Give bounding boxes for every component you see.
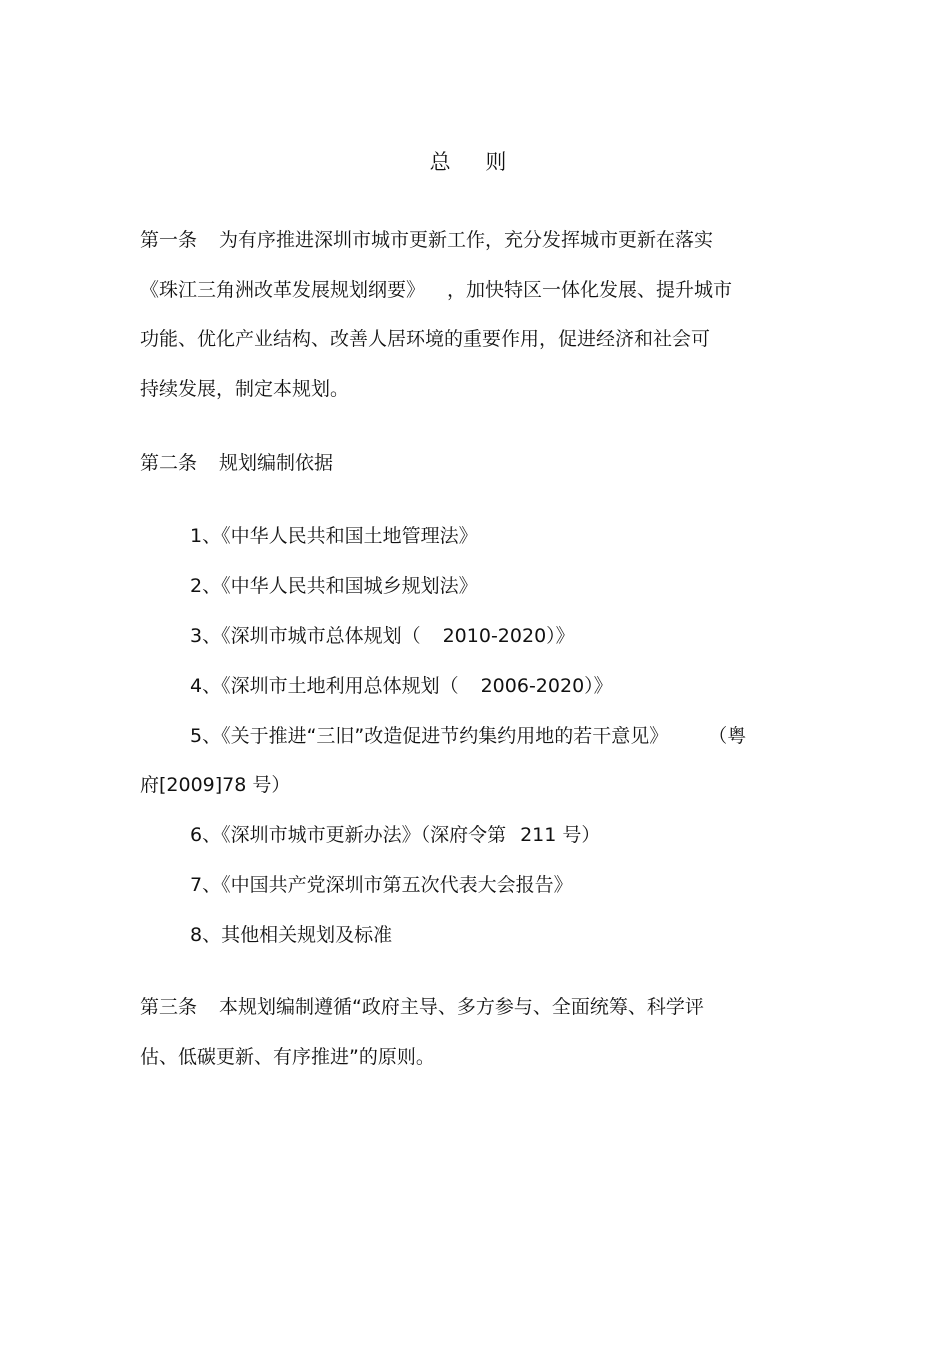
article-3-line-2: 估、低碳更新、有序推进”的原则。 <box>140 1046 435 1068</box>
article-2-line-1 <box>140 451 333 475</box>
list-item-text: 5、《关于推进“三旧”改造促进节约集约用地的若干意见》 <box>190 725 669 747</box>
article-1-line-4: 持续发展，制定本规划。 <box>140 378 350 400</box>
list-item: 1、《中华人民共和国土地管理法》 <box>190 525 478 547</box>
list-item-text: （粤 <box>708 725 747 747</box>
list-item <box>190 724 746 748</box>
list-item-text: 6、《深圳市城市更新办法》（深府令第 <box>190 824 507 846</box>
list-item <box>190 823 600 847</box>
article-1-label: 第一条 <box>140 229 198 251</box>
article-3-text-1: 本规划编制遵循“政府主导、多方参与、全面统筹、科学评 <box>219 996 704 1018</box>
page-title: 总 则 <box>429 150 521 174</box>
list-item-text: 211 号） <box>520 824 601 846</box>
list-item-text: 4、《深圳市土地利用总体规划（ <box>190 675 459 697</box>
article-3-label: 第三条 <box>140 996 198 1018</box>
list-item-text: 2010-2020）》 <box>442 625 575 647</box>
list-item: 7、《中国共产党深圳市第五次代表大会报告》 <box>190 874 573 896</box>
list-item <box>190 674 613 698</box>
list-item-text: 3、《深圳市城市总体规划（ <box>190 625 421 647</box>
article-1-line-1 <box>140 228 713 252</box>
list-item <box>190 624 575 648</box>
article-1-text-2b: ，加快特区一体化发展、提升城市 <box>447 279 733 301</box>
list-item-continuation: 府[2009]78 号） <box>140 774 291 796</box>
article-1-text-1: 为有序推进深圳市城市更新工作，充分发挥城市更新在落实 <box>219 229 714 251</box>
article-1-text-2a: 《珠江三角洲改革发展规划纲要》 <box>140 279 426 301</box>
article-2-label: 第二条 <box>140 452 198 474</box>
list-item-text: 2006-2020）》 <box>480 675 613 697</box>
list-item: 8、其他相关规划及标准 <box>190 924 393 946</box>
article-2-heading: 规划编制依据 <box>219 452 334 474</box>
article-1-line-3: 功能、优化产业结构、改善人居环境的重要作用，促进经济和社会可 <box>140 328 711 350</box>
article-1-line-2 <box>140 278 732 302</box>
article-3-line-1 <box>140 995 704 1019</box>
list-item: 2、《中华人民共和国城乡规划法》 <box>190 575 478 597</box>
